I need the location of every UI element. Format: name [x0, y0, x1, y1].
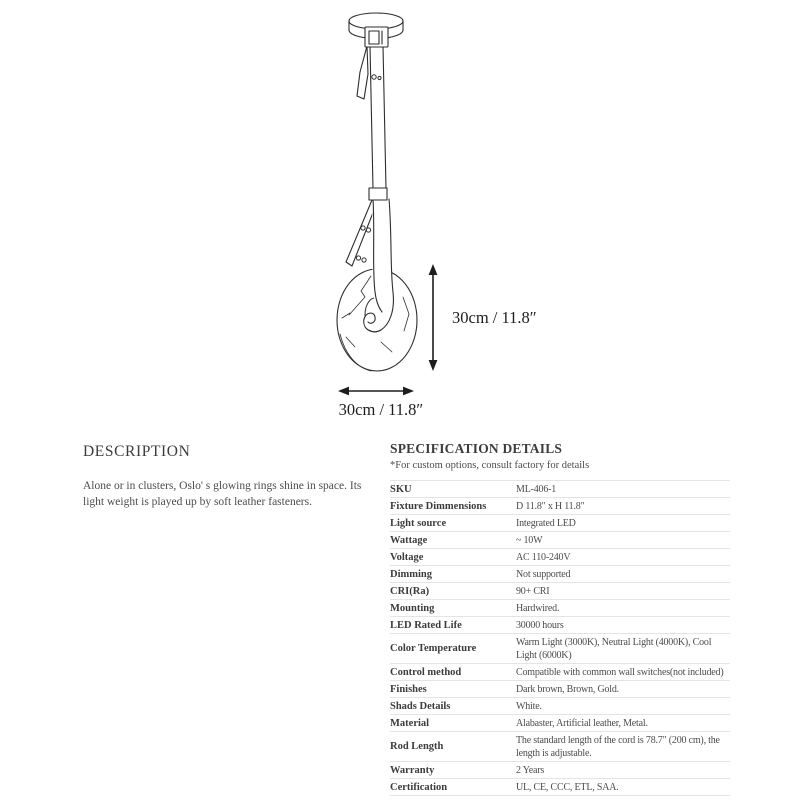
- spec-row-value: Warm Light (3000K), Neutral Light (4000K), Cool Light (6000K): [516, 636, 712, 661]
- spec-row-value: 30000 hours: [516, 619, 564, 631]
- spec-row: [390, 779, 730, 796]
- spec-row-label: Control method: [390, 666, 462, 678]
- spec-row: [390, 617, 730, 634]
- spec-row: [390, 498, 730, 515]
- spec-row-value: Integrated LED: [516, 517, 576, 529]
- spec-row: [390, 681, 730, 698]
- spec-row: [390, 583, 730, 600]
- spec-row: [390, 698, 730, 715]
- spec-row: [390, 732, 730, 762]
- specification-section: [390, 441, 730, 796]
- spec-row-value: D 11.8" x H 11.8": [516, 500, 585, 512]
- spec-row-label: Fixture Dimmensions: [390, 500, 487, 512]
- spec-row-value: AC 110-240V: [516, 551, 571, 563]
- width-dimension-arrow: [338, 387, 414, 396]
- spec-row-value: Not supported: [516, 568, 571, 580]
- spec-row-value: UL, CE, CCC, ETL, SAA.: [516, 781, 619, 793]
- height-dimension-label: 30cm / 11.8″: [452, 308, 537, 327]
- spec-row-value: Alabaster, Artificial leather, Metal.: [516, 717, 648, 729]
- spec-row-label: Material: [390, 717, 430, 729]
- spec-row-label: Dimming: [390, 568, 432, 580]
- spec-row-value: Dark brown, Brown, Gold.: [516, 683, 619, 695]
- spec-row-value: ML-406-1: [516, 483, 557, 495]
- spec-row-label: Shads Details: [390, 700, 451, 712]
- spec-row-label: Mounting: [390, 602, 435, 614]
- spec-row: [390, 715, 730, 732]
- spec-row-label: Rod Length: [390, 741, 444, 752]
- spec-row-label: CRI(Ra): [390, 585, 430, 597]
- spec-row: [390, 600, 730, 617]
- spec-row: [390, 532, 730, 549]
- spec-row-label: SKU: [390, 483, 412, 495]
- spec-row: [390, 549, 730, 566]
- spec-row-value: Compatible with common wall switches(not included): [516, 666, 724, 678]
- spec-row-label: Color Temperature: [390, 643, 477, 654]
- spec-row-label: Light source: [390, 517, 447, 529]
- description-section: [83, 443, 378, 510]
- height-dimension-arrow: [429, 264, 438, 371]
- strap-keeper: [369, 188, 387, 200]
- spec-row: [390, 762, 730, 779]
- spec-row-label: Certification: [390, 781, 448, 793]
- width-dimension-label: 30cm / 11.8″: [338, 400, 424, 419]
- description-heading: DESCRIPTION: [83, 443, 191, 460]
- spec-row-value: 90+ CRI: [516, 585, 550, 597]
- spec-row: [390, 664, 730, 681]
- spec-row-label: Wattage: [390, 534, 428, 546]
- spec-row-label: LED Rated Life: [390, 619, 462, 631]
- spec-row-label: Voltage: [390, 551, 424, 563]
- spec-row-value: 2 Years: [516, 764, 545, 776]
- spec-row-value: The standard length of the cord is 78.7" (200 cm), the length is adjustable.: [516, 734, 720, 759]
- spec-row: [390, 481, 730, 498]
- specification-note: *For custom options, consult factory for details: [390, 460, 590, 471]
- spec-row-label: Finishes: [390, 683, 427, 695]
- spec-row: [390, 566, 730, 583]
- strap-loose-end: [357, 46, 368, 99]
- strap-buckle: [365, 27, 388, 47]
- spec-row: [390, 515, 730, 532]
- spec-row: [390, 634, 730, 664]
- spec-row-value: ~ 10W: [516, 534, 543, 546]
- spec-row-label: Warranty: [390, 764, 435, 776]
- specification-heading: SPECIFICATION DETAILS: [390, 441, 563, 456]
- specification-table: [390, 480, 730, 796]
- spec-row-value: White.: [516, 700, 542, 712]
- spec-row-value: Hardwired.: [516, 602, 560, 614]
- description-body: Alone or in clusters, Oslo' s glowing rings shine in space. Its light weight is played up by soft leather fasteners.: [83, 480, 362, 508]
